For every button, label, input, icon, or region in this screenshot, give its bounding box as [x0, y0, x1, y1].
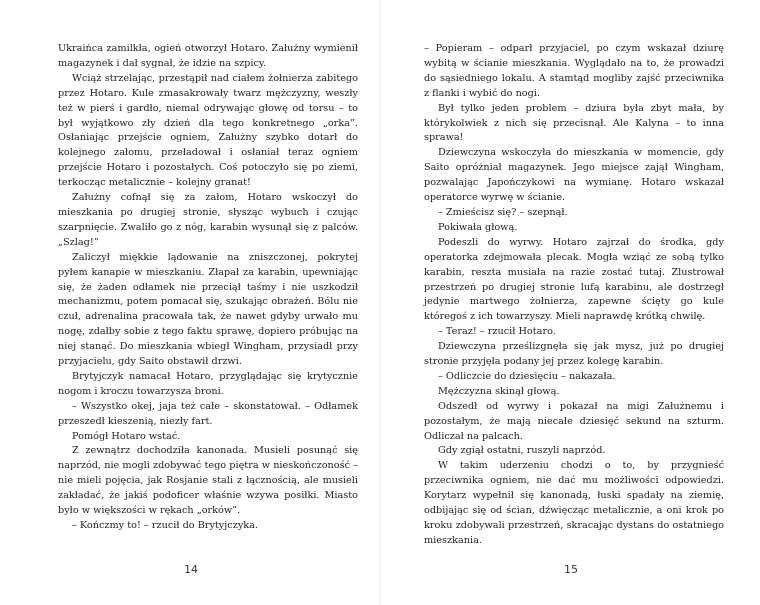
paragraph: – Popieram – odparł przyjaciel, po czym wskazał dziurę wybitą w ścianie mieszkania. Wyglądało na to, że prowadzi do sąsiedniego lokalu. A stamtąd mogliby zajść przeciwnika z flanki i wybić do nogi. — [424, 43, 724, 99]
paragraph: Wciąż strzelając, przestąpił nad ciałem żołnierza zabitego przez Hotaro. Kule zmasakrowały twarz mężczyzny, weszły też w pierś i gardło, niemal odrywając głowę od torsu – to był wyjątkowo zły dzień dla tego konkretnego „orka”. Osłaniając przejście ogniem, Załużny szybko dotarł do kolejnego załomu, przeładował i osłaniał teraz ogniem przejście Hotaro i pozostałych. Coś potoczyło się po ziemi, terkocząc metalicznie – kolejny granat! — [58, 72, 358, 189]
paragraph: – Odliczcie do dziesięciu – nakazała. — [438, 370, 616, 382]
paragraph: Załużny cofnął się za załom, Hotaro wskoczył do mieszkania po drugiej stronie, słysząc wybuch i czując szarpnięcie. Zwaliło go z nóg, karabin wysunął się z palców. „Szlag!” — [58, 192, 358, 248]
paragraph: Gdy zgiął ostatni, ruszyli naprzód. — [438, 445, 606, 457]
paragraph: – Teraz! – rzucił Hotaro. — [438, 326, 556, 338]
paragraph: – Zmieścisz się? – szepnął. — [438, 206, 568, 218]
paragraph: Był tylko jeden problem – dziura była zbyt mała, by którykolwiek z nich się przecisnął. Ale Kalyna – to inna sprawa! — [424, 102, 724, 144]
page-number: 14 — [184, 563, 198, 576]
paragraph: Dziewczyna prześlizgnęła się jak mysz, już po drugiej stronie przyjęła podany jej przez kolegę karabin. — [424, 341, 724, 368]
right-page-text — [424, 42, 724, 549]
paragraph: Pomógł Hotaro wstać. — [72, 430, 181, 442]
paragraph: Odszedł od wyrwy i pokazał na migi Załużnemu i pozostałym, że mają niecałe dziesięć sekund na szturm. Odliczał na palcach. — [424, 400, 724, 442]
right-page — [380, 0, 760, 605]
paragraph: Ukraińca zamilkła, ogień otworzył Hotaro. Załużny wymienił magazynek i dał sygnał, że idzie na szpicy. — [58, 43, 358, 69]
paragraph: Z zewnątrz dochodziła kanonada. Musieli posunąć się naprzód, nie mogli zdobywać tego piętra w nieskończoność – nie mieli pojęcia, jak Rosjanie stali z łącznością, ale musieli zakładać, że jakiś podoficer właśnie wzywa posiłki. Miasto było w większości w rękach „orków”. — [58, 445, 358, 517]
paragraph: Mężczyzna skinął głową. — [438, 385, 560, 397]
paragraph: Zaliczył miękkie lądowanie na zniszczonej, pokrytej pyłem kanapie w mieszkaniu. Złapał za karabin, upewniając się, że żaden odłamek nie przeciął taśmy i nie uszkodził mechanizmu, potem pomacał się, szukając obrażeń. Bólu nie czuł, adrenalina pracowała tak, że nawet gdyby urwało mu nogę, zdałby sobie z tego faktu sprawę, dopiero próbując na niej stanąć. Do mieszkania wbiegł Wingham, przysiadł przy przyjacielu, gdy Saito obstawił drzwi. — [58, 251, 358, 368]
page-number: 15 — [564, 563, 578, 576]
paragraph: Podeszli do wyrwy. Hotaro zajrzał do środka, gdy operatorka zdejmowała plecak. Mogła wziąć ze sobą tylko karabin, reszta musiała na razie zostać tutaj. Zlustrował przestrzeń po drugiej stronie lufą karabinu, ale dostrzegł jedynie martwego żołnierza, zapewne ścięty go kule któregoś z ich towarzyszy. Mieli naprawdę krótką chwilę. — [424, 236, 724, 323]
left-page-text — [58, 42, 358, 534]
paragraph: W takim uderzeniu chodzi o to, by przygnieść przeciwnika ogniem, nie dać mu możliwości odpowiedzi. Korytarz wypełnił się kanonadą, łuski spadały na ziemię, odbijając się od ścian, dźwięcząc metalicznie, a oni krok po kroku zdobywali przestrzeń, skracając dystans do ostatniego mieszkania. — [424, 460, 724, 546]
paragraph: – Kończmy to! – rzucił do Brytyjczyka. — [72, 520, 259, 531]
paragraph: Brytyjczyk namacał Hotaro, przyglądając się krytycznie nogom i kroczu towarzysza broni. — [58, 370, 358, 397]
paragraph: Dziewczyna wskoczyła do mieszkania w momencie, gdy Saito opróżniał magazynek. Jego miejsce zajął Wingham, pozwalając Japończykowi na wymianę. Hotaro wskazał operatorce wyrwę w ścianie. — [424, 147, 724, 204]
paragraph: Pokiwała głową. — [438, 221, 518, 233]
paragraph: – Wszystko okej, jaja też całe – skonstatował. – Odłamek przeszedł kieszenią, niezły fart. — [58, 400, 358, 427]
